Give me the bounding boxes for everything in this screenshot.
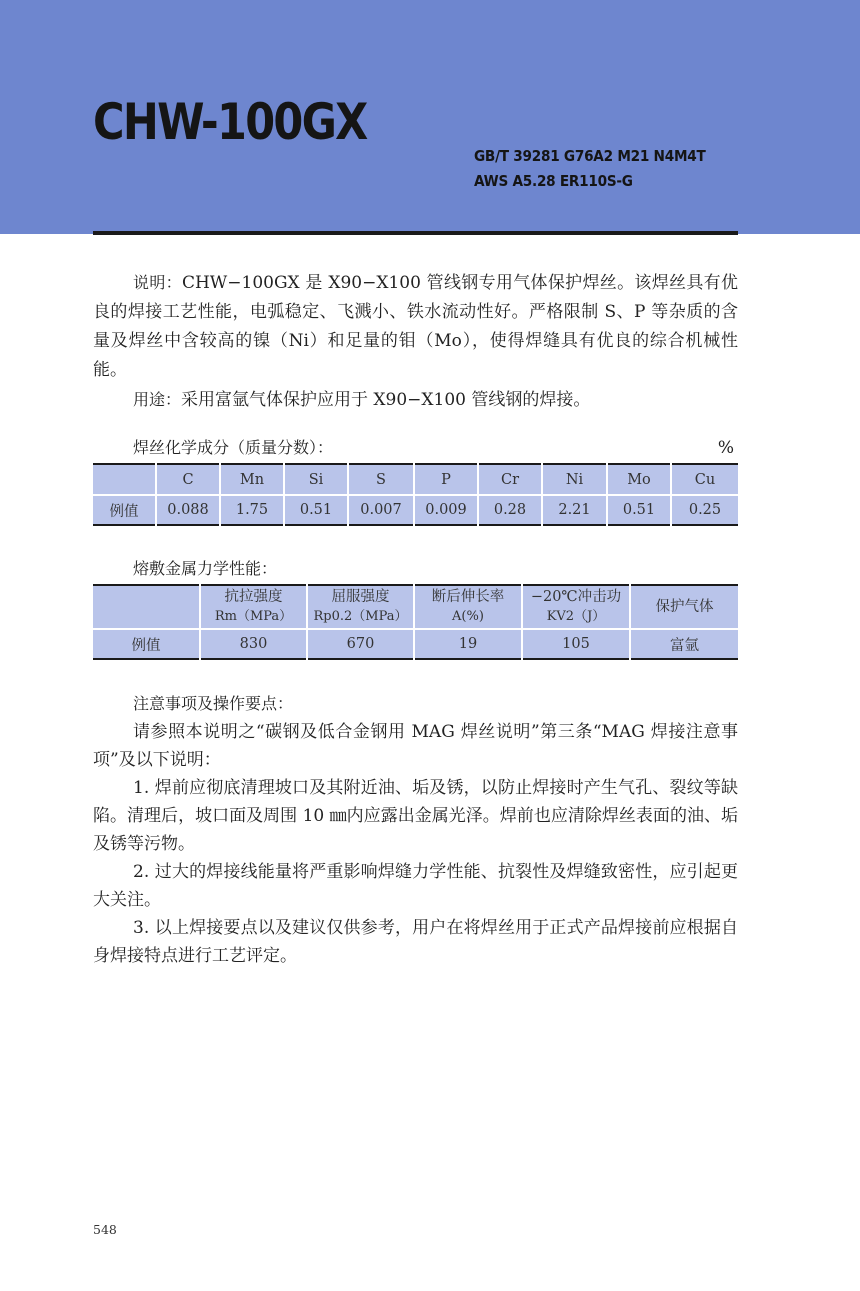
mechanical-value: 830 bbox=[200, 629, 307, 659]
mechanical-col-header bbox=[522, 585, 630, 629]
chemical-value: 2.21 bbox=[542, 495, 607, 525]
standard-aws: AWS A5.28 ER110S-G bbox=[474, 172, 633, 190]
mechanical-value: 19 bbox=[414, 629, 522, 659]
chemical-value: 0.28 bbox=[478, 495, 542, 525]
chemical-col-header: Si bbox=[284, 464, 348, 495]
description-text: CHW−100GX 是 X90−X100 管线钢专用气体保护焊丝。该焊丝具有优良的焊接工艺性能，电弧稳定、飞溅小、铁水流动性好。严格限制 S、P 等杂质的含量及焊丝中含较高的镍（Ni）和足量的钼（Mo），使得焊缝具有优良的综合机械性能。 bbox=[93, 273, 738, 380]
col-header-line2: KV2（J） bbox=[546, 609, 606, 624]
chemical-col-header bbox=[93, 464, 156, 495]
page-number: 548 bbox=[93, 1222, 117, 1237]
mechanical-value: 105 bbox=[522, 629, 630, 659]
chemical-value: 0.009 bbox=[414, 495, 478, 525]
chemical-col-header: Ni bbox=[542, 464, 607, 495]
col-header-line1: −20℃冲击功 bbox=[530, 589, 622, 605]
description-section bbox=[93, 268, 738, 415]
col-header-line1: 断后伸长率 bbox=[431, 589, 505, 605]
col-header-line2: A(%) bbox=[452, 609, 484, 624]
chemical-col-header: S bbox=[348, 464, 414, 495]
chemical-header-row bbox=[93, 464, 738, 495]
description-paragraph bbox=[93, 268, 738, 385]
mechanical-value-row bbox=[93, 629, 738, 659]
col-header-line1: 抗拉强度 bbox=[224, 589, 283, 605]
mechanical-col-header bbox=[630, 585, 738, 629]
usage-text: 采用富氩气体保护应用于 X90−X100 管线钢的焊接。 bbox=[181, 390, 591, 410]
chemical-col-header: Cu bbox=[671, 464, 738, 495]
notes-intro: 请参照本说明之“碳钢及低合金钢用 MAG 焊丝说明”第三条“MAG 焊接注意事项”及以下说明： bbox=[93, 722, 738, 770]
chemical-col-header: C bbox=[156, 464, 220, 495]
notes-item: 1. 焊前应彻底清理坡口及其附近油、垢及锈，以防止焊接时产生气孔、裂纹等缺陷。清理后，坡口面及周围 10 ㎜内应露出金属光泽。焊前也应清除焊丝表面的油、垢及锈等污物。 bbox=[93, 778, 738, 854]
usage-paragraph bbox=[93, 385, 738, 415]
chemical-heading-row bbox=[93, 435, 738, 461]
notes-section bbox=[93, 690, 738, 970]
mechanical-header-row bbox=[93, 585, 738, 629]
col-header-line2: Rm（MPa） bbox=[214, 609, 293, 624]
mechanical-heading-row bbox=[93, 556, 738, 582]
chemical-table bbox=[93, 463, 738, 526]
col-header-line2: Rp0.2（MPa） bbox=[313, 609, 408, 624]
mechanical-col-header bbox=[307, 585, 414, 629]
chemical-value: 0.007 bbox=[348, 495, 414, 525]
mechanical-row-label: 例值 bbox=[93, 629, 200, 659]
mechanical-corner-cell bbox=[93, 585, 200, 629]
description-label: 说明： bbox=[133, 273, 182, 292]
chemical-unit: % bbox=[717, 438, 734, 458]
chemical-value: 0.51 bbox=[607, 495, 671, 525]
chemical-col-header: Mo bbox=[607, 464, 671, 495]
mechanical-table bbox=[93, 584, 738, 660]
mechanical-col-header bbox=[414, 585, 522, 629]
chemical-value-row bbox=[93, 495, 738, 525]
chemical-value: 1.75 bbox=[220, 495, 284, 525]
mechanical-heading: 熔敷金属力学性能： bbox=[133, 559, 278, 578]
chemical-value: 0.51 bbox=[284, 495, 348, 525]
chemical-col-header: Mn bbox=[220, 464, 284, 495]
chemical-row-label: 例值 bbox=[93, 495, 156, 525]
standard-gb: GB/T 39281 G76A2 M21 N4M4T bbox=[474, 147, 706, 165]
notes-item: 2. 过大的焊接线能量将严重影响焊缝力学性能、抗裂性及焊缝致密性，应引起更大关注。 bbox=[93, 862, 738, 910]
header-banner bbox=[0, 0, 860, 234]
col-header-line1: 保护气体 bbox=[655, 598, 714, 615]
notes-item: 3. 以上焊接要点以及建议仅供参考，用户在将焊丝用于正式产品焊接前应根据自身焊接特点进行工艺评定。 bbox=[93, 918, 738, 966]
product-title: CHW-100GX bbox=[93, 93, 367, 151]
chemical-value: 0.25 bbox=[671, 495, 738, 525]
mechanical-col-header bbox=[200, 585, 307, 629]
usage-label: 用途： bbox=[133, 390, 182, 409]
chemical-col-header: Cr bbox=[478, 464, 542, 495]
chemical-heading: 焊丝化学成分（质量分数）： bbox=[133, 438, 334, 457]
notes-heading: 注意事项及操作要点： bbox=[133, 694, 294, 713]
standards-block bbox=[474, 144, 706, 194]
mechanical-value: 富氩 bbox=[630, 629, 738, 659]
chemical-col-header: P bbox=[414, 464, 478, 495]
col-header-line1: 屈服强度 bbox=[331, 589, 390, 605]
chemical-value: 0.088 bbox=[156, 495, 220, 525]
header-rule bbox=[93, 231, 738, 235]
mechanical-value: 670 bbox=[307, 629, 414, 659]
